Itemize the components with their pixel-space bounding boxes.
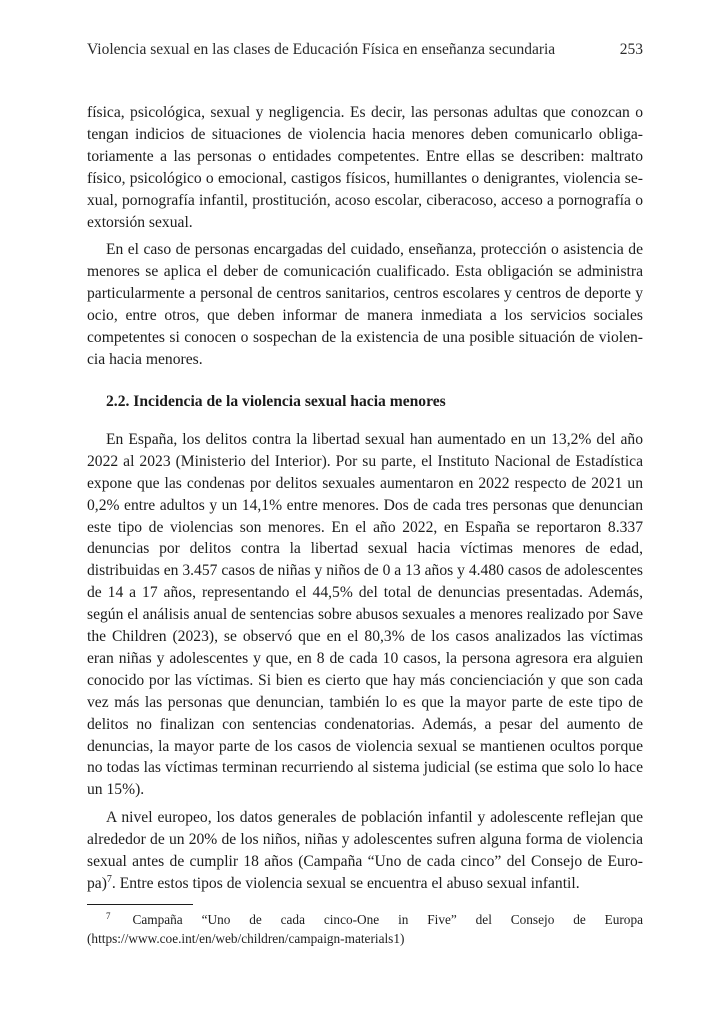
paragraph-2: En el caso de personas encargadas del cuidado, enseñanza, protección o asistencia de menores se aplica el deber de comunicación cualificado. Esta obligación se administra particularmente a personal de centros sanitarios, centros escolares y centros de deporte y ocio, entre otros, que deben informar de manera inmediata a los servicios sociales competentes si conocen o sospechan de la existencia de una posible situación de violencia hacia menores. [87,241,643,368]
paragraph-3: En España, los delitos contra la libertad sexual han aumentado en un 13,2% del año 2022 al 2023 (Ministerio del Interior). Por su parte, el Instituto Nacional de Estadística expone que las condenas por delitos sexuales aumentaron en 2022 respecto de 2021 un 0,2% entre adultos y un 14,1% entre menores. Dos de cada tres personas que denuncian este tipo de violencias son menores. En el año 2022, en España se reportaron 8.337 denuncias por delitos contra la libertad sexual hacia víctimas menores de edad, distribuidas en 3.457 casos de niñas y niños de 0 a 13 años y 4.480 casos de adolescentes de 14 a 17 años, representando el 44,5% del total de denuncias presentadas. Además, según el análisis anual de sentencias sobre abusos sexuales a menores realizado por Save the Children (2023), se observó que en el 80,3% de los casos analizados las víctimas eran niñas y adolescentes y que, en 8 de cada 10 casos, la persona agresora era alguien conocido por las víctimas. Si bien es cierto que hay más concienciación y que son cada vez más las personas que denuncian, también lo es que la mayor parte de este tipo de delitos no finalizan con sentencias condenatorias. Además, a pesar del aumento de denuncias, la mayor parte de los casos de violencia sexual se mantienen ocultos porque no todas las víctimas terminan recurriendo al sistema judicial (se estima que solo lo hace un 15%). [87,430,643,799]
page-content [87,40,643,895]
paragraph-1: física, psicológica, sexual y negligencia. Es decir, las personas adultas que conozcan o tengan indicios de situaciones de violencia hacia menores deben comunicarlo obligatoriamente a las personas o entidades competentes. Entre ellas se describen: maltrato físico, psicológico o emocional, castigos físicos, humillantes o denigrantes, violencia sexual, pornografía infantil, prostitución, acoso escolar, ciberacoso, acceso a pornografía o extorsión sexual. [87,104,643,231]
body-text [87,102,643,895]
paragraph-4 [87,807,643,895]
footnote-divider [87,904,193,905]
footnote [87,911,643,948]
footnote-number: 7 [106,910,111,921]
running-header [87,40,643,60]
footnote-marker[interactable]: 7 [106,873,112,885]
section-heading: 2.2. Incidencia de la violencia sexual hacia menores [106,392,446,410]
paragraph-4-text: A nivel europeo, los datos generales de población infantil y adolescente reflejan que alrededor de un 20% de los niños, niñas y adolescentes sufren alguna forma de violencia sexual antes de cumplir 18 años (Campaña “Uno de cada cinco” del Consejo de Europa) [87,809,643,892]
footnote-area [87,904,643,948]
page-number: 253 [619,41,643,58]
paragraph-4-tail: . Entre estos tipos de violencia sexual se encuentra el abuso sexual infantil. [111,875,580,892]
running-header-title: Violencia sexual en las clases de Educación Física en enseñanza secundaria [87,41,556,58]
footnote-text: Campaña “Uno de cada cinco-One in Five” del Consejo de Europa (https://www.coe.int/en/web/children/campaign-materials1) [87,912,643,946]
